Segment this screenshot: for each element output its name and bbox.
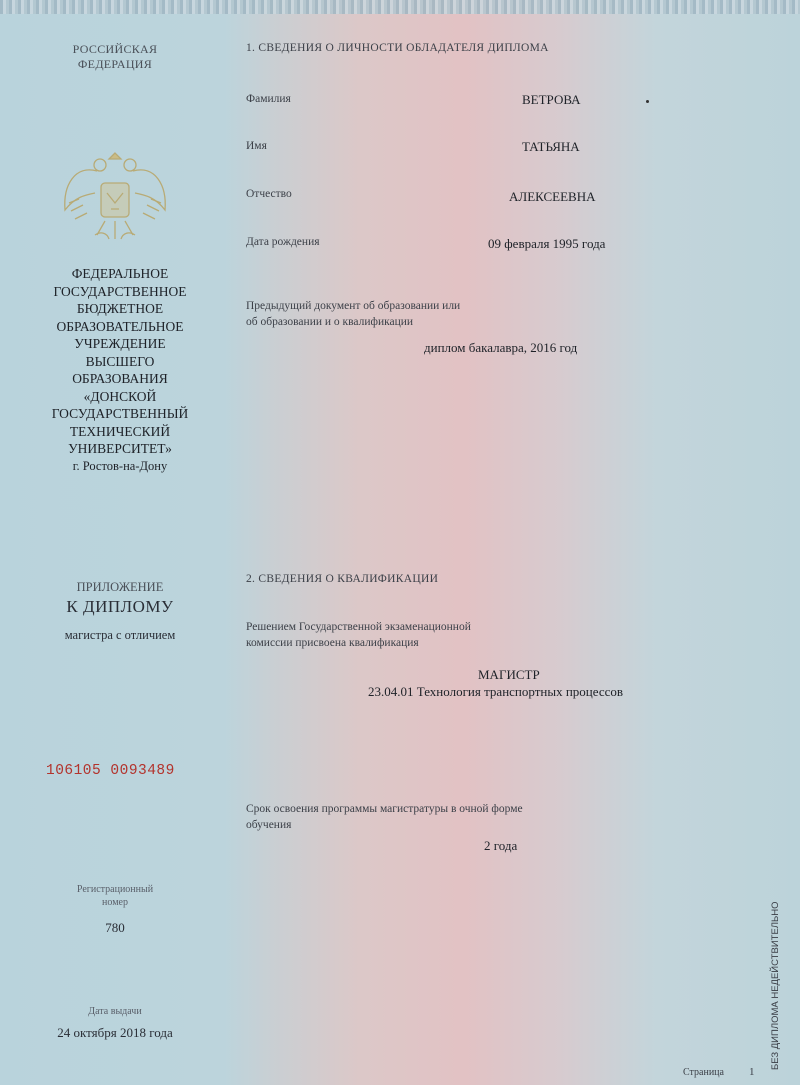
section2-title: 2. СВЕДЕНИЯ О КВАЛИФИКАЦИИ [246, 573, 439, 585]
institution-name [0, 265, 240, 475]
name-label: Имя [246, 140, 267, 152]
institution-line: УЧРЕЖДЕНИЕ [74, 336, 166, 351]
page-number: 1 [749, 1066, 755, 1078]
birth-date-value: 09 февраля 1995 года [488, 236, 606, 251]
previous-document-value: диплом бакалавра, 2016 год [424, 340, 578, 355]
commission-decision-label: комиссии присвоена квалификация [246, 637, 419, 649]
country-name: РОССИЙСКАЯ ФЕДЕРАЦИЯ [72, 42, 158, 71]
institution-line: ОБРАЗОВАНИЯ [72, 371, 168, 386]
institution-line: БЮДЖЕТНОЕ [76, 301, 164, 316]
patronymic-label: Отчество [246, 188, 292, 200]
institution-line: ГОСУДАРСТВЕННОЕ [53, 283, 187, 299]
validity-note: БЕЗ ДИПЛОМА НЕДЕЙСТВИТЕЛЬНО [770, 901, 781, 1070]
issue-date-label: Дата выдачи [88, 1006, 142, 1017]
issue-date: 24 октября 2018 года [57, 1025, 173, 1040]
institution-line: ВЫСШЕГО [85, 353, 155, 369]
surname-value: ВЕТРОВА [522, 92, 581, 107]
institution-line: ГОСУДАРСТВЕННЫЙ [51, 406, 189, 421]
appendix-title: ПРИЛОЖЕНИЕ [76, 580, 164, 594]
serial-number: 106105 0093489 [46, 763, 175, 779]
institution-city: г. Ростов-на-Дону [72, 458, 168, 473]
qualification-value: МАГИСТР [478, 667, 540, 682]
registration-label [0, 883, 230, 909]
specialty-value: 23.04.01 Технология транспортных процессов [368, 684, 624, 699]
registration-label-line: Регистрационный [76, 884, 154, 895]
appendix-subtitle: К ДИПЛОМУ [66, 597, 174, 616]
study-duration-label: обучения [246, 819, 292, 831]
section1-title: 1. СВЕДЕНИЯ О ЛИЧНОСТИ ОБЛАДАТЕЛЯ ДИПЛОМА [246, 42, 549, 54]
birth-date-label: Дата рождения [246, 236, 320, 248]
degree-type: магистра с отличием [64, 628, 176, 642]
institution-line: УНИВЕРСИТЕТ» [68, 441, 172, 456]
patronymic-value: АЛЕКСЕЕВНА [509, 189, 596, 204]
previous-document-label: об образовании и о квалификации [246, 316, 414, 328]
previous-document-label: Предыдущий документ об образовании или [246, 300, 461, 312]
registration-number: 780 [105, 920, 125, 935]
study-duration-label: Срок освоения программы магистратуры в очной форме [246, 803, 523, 815]
surname-label: Фамилия [246, 93, 291, 105]
institution-line: ОБРАЗОВАТЕЛЬНОЕ [56, 318, 184, 334]
study-duration-value: 2 года [484, 838, 518, 853]
registration-label-line: номер [102, 897, 128, 908]
name-value: ТАТЬЯНА [522, 139, 580, 154]
coat-of-arms-icon [55, 135, 175, 255]
institution-line: ФЕДЕРАЛЬНОЕ [71, 266, 169, 281]
issuer-column [0, 0, 230, 1085]
ink-dot [646, 100, 649, 103]
commission-decision-label: Решением Государственной экзаменационной [246, 621, 471, 633]
institution-line: ТЕХНИЧЕСКИЙ [69, 423, 171, 439]
institution-line: «ДОНСКОЙ [83, 388, 157, 404]
page-label: Страница [683, 1067, 724, 1078]
